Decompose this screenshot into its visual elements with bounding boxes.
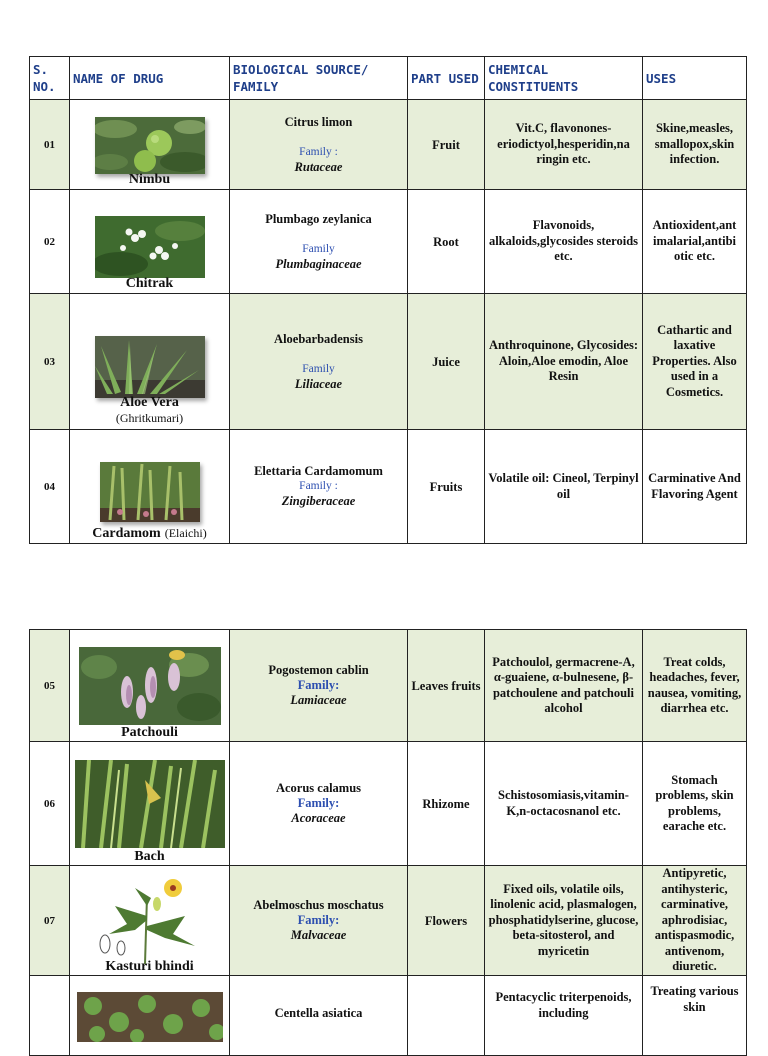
biological-source-cell [230,742,408,866]
family-name: Rutaceae [294,159,343,174]
drug-name-cell [70,430,230,544]
biological-source: Aloebarbadensis [274,331,363,346]
family-label: Family: [297,678,340,692]
row-sno: 04 [30,430,70,544]
patchouli-photo [79,647,221,725]
biological-source: Pogostemon cablin [268,663,369,677]
biological-source-cell [230,866,408,976]
part-used: Fruit [408,100,485,190]
family-label: Family [302,242,335,255]
cardamom-photo [100,462,200,522]
drug-name: Patchouli [121,725,178,740]
uses: Stomach problems, skin problems, earache etc. [643,742,747,866]
header-chemical: CHEMICAL CONSTITUENTS [485,57,643,100]
chemical-constituents: Patchoulol, germacrene-A, α-guaiene, α-bulnesene, β-patchoulene and patchouli alcohol [485,630,643,742]
chemical-constituents: Vit.C, flavonones-eriodictyol,hesperidin,na ringin etc. [485,100,643,190]
header-name: NAME OF DRUG [70,57,230,100]
family-name: Plumbaginaceae [275,256,362,271]
row-sno: 07 [30,866,70,976]
uses: Carminative And Flavoring Agent [643,430,747,544]
drug-name: Kasturi bhindi [105,959,194,974]
uses: Antipyretic, antihysteric, carminative, aphrodisiac, antispasmodic, antivenom, diuretic. [643,866,747,976]
drug-name: Cardamom [92,526,161,541]
part-used: Rhizome [408,742,485,866]
drug-name: Chitrak [125,276,174,291]
table-row [30,294,747,430]
family-label: Family: [297,913,340,927]
family-name: Malvaceae [290,928,347,942]
part-used: Leaves fruits [408,630,485,742]
table-row [30,866,747,976]
biological-source: Abelmoschus moschatus [253,898,384,912]
drug-name-cell [70,294,230,430]
drug-name-cell [70,742,230,866]
table-row [30,976,747,1056]
drug-name-cell [70,100,230,190]
drug-alt-name: (Ghritkumari) [115,411,184,425]
drug-name-cell [70,866,230,976]
drug-name-cell [70,190,230,294]
header-uses: USES [643,57,747,100]
row-sno: 01 [30,100,70,190]
family-label: Family : [299,480,338,492]
kasturi-bhindi-photo [75,876,225,966]
uses: Skine,measles, smallopox,skin infection. [643,100,747,190]
drug-name: Nimbu [128,172,171,187]
biological-source-cell [230,294,408,430]
drug-name-cell [70,976,230,1056]
biological-source: Acorus calamus [275,781,362,795]
part-used: Fruits [408,430,485,544]
biological-source-cell [230,630,408,742]
uses: Cathartic and laxative Properties. Also used in a Cosmetics. [643,294,747,430]
family-name: Zingiberaceae [281,494,356,508]
family-label: Family : [299,145,338,158]
header-sno: S. NO. [30,57,70,100]
part-used: Juice [408,294,485,430]
row-sno: 05 [30,630,70,742]
family-name: Lamiaceae [290,693,347,707]
header-source: BIOLOGICAL SOURCE/ FAMILY [230,57,408,100]
chitrak-photo [95,216,205,278]
biological-source: Centella asiatica [274,1006,363,1020]
aloe-vera-photo [95,336,205,398]
header-part: PART USED [408,57,485,100]
biological-source-cell [230,430,408,544]
bach-photo [75,760,225,848]
header-row [30,57,747,100]
chemical-constituents: Flavonoids, alkaloids,glycosides steroids etc. [485,190,643,294]
table-row [30,630,747,742]
drug-alt-name: (Elaichi) [164,526,207,540]
row-sno: 02 [30,190,70,294]
chemical-constituents: Schistosomiasis,vitamin-K,n-octacosnanol etc. [485,742,643,866]
family-name: Liliaceae [294,376,343,391]
nimbu-photo [95,117,205,174]
table-row [30,100,747,190]
biological-source: Elettaria Cardamomum [254,464,383,478]
biological-source-cell [230,100,408,190]
drug-name: Aloe Vera [120,395,179,410]
chemical-constituents: Fixed oils, volatile oils, linolenic acid, plasmalogen, phosphatidylserine, glucose, beta-sitosterol, and myricetin [485,866,643,976]
drug-name-cell [70,630,230,742]
chemical-constituents: Anthroquinone, Glycosides: Aloin,Aloe emodin, Aloe Resin [485,294,643,430]
table-row [30,742,747,866]
centella-photo [77,992,223,1042]
table-row [30,430,747,544]
part-used [408,976,485,1056]
row-sno: 03 [30,294,70,430]
drug-table-2 [29,629,747,1056]
uses: Treat colds, headaches, fever, nausea, vomiting, diarrhea etc. [643,630,747,742]
family-name: Acoraceae [291,811,346,825]
part-used: Flowers [408,866,485,976]
drug-name: Bach [134,849,165,864]
uses: Antioxident,ant imalarial,antibi otic etc. [643,190,747,294]
biological-source-cell [230,190,408,294]
chemical-constituents: Pentacyclic triterpenoids, including [485,976,643,1056]
part-used: Root [408,190,485,294]
biological-source-cell [230,976,408,1056]
biological-source: Citrus limon [284,114,353,129]
drug-table-1 [29,56,747,544]
row-sno: 06 [30,742,70,866]
chemical-constituents: Volatile oil: Cineol, Terpinyl oil [485,430,643,544]
row-sno [30,976,70,1056]
biological-source: Plumbago zeylanica [265,211,372,226]
uses: Treating various skin [643,976,747,1056]
table-row [30,190,747,294]
family-label: Family [302,362,335,375]
family-label: Family: [297,796,340,810]
